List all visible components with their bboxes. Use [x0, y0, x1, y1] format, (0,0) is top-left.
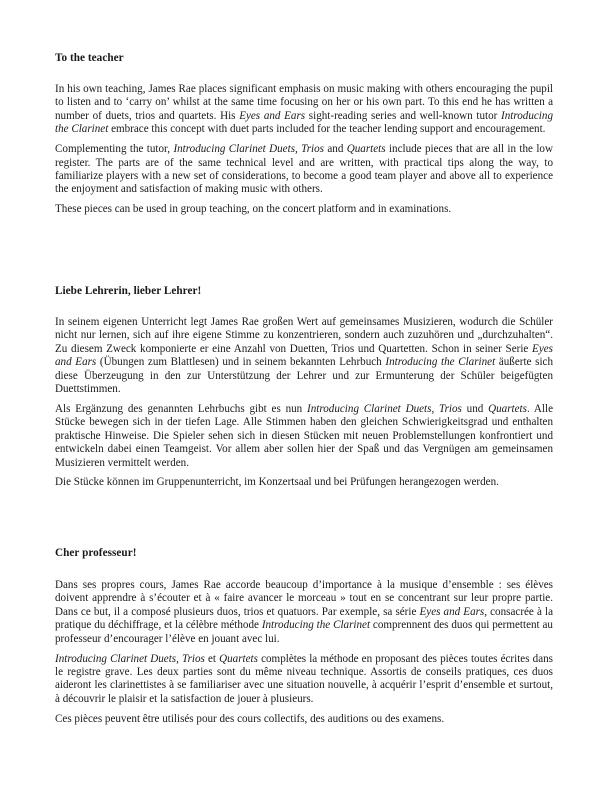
italic-title-text: Introducing Clarinet Duets, Trios — [173, 143, 324, 156]
body-text: Die Stücke können im Gruppenunterricht, im Konzertsaal und bei Prüfungen herangezogen werden. — [55, 476, 499, 489]
body-text: sight-reading series and well-known tutor — [305, 109, 502, 122]
body-text: and — [323, 143, 347, 156]
body-text: Dans ses propres cours, James Rae accorde beaucoup d’importance à la musique d’ensemble : ses élèves doivent apprendre à s’écouter et à « faire avancer le morceau » tout en se concentrant sur leur propre partie. Dans ce but, il a composé plusieurs duos, trios et quatuors. Par exemple, sa série — [55, 579, 553, 618]
paragraph — [55, 579, 553, 646]
italic-title-text: Quartets — [346, 143, 386, 156]
italic-title-text: Eyes and Ears — [239, 109, 306, 122]
paragraph — [55, 403, 553, 470]
body-text: (Übungen zum Blattlesen) und in seinem bekannten Lehrbuch — [96, 356, 386, 369]
italic-title-text: Introducing the Clarinet — [385, 356, 496, 369]
italic-title-text: Introducing the Clarinet — [261, 619, 371, 632]
body-text: Als Ergänzung des genannten Lehrbuchs gibt es nun — [55, 402, 308, 415]
paragraph — [55, 316, 553, 396]
body-text: consacrée à la pratique du déchiffrage, et la célèbre méthode — [55, 605, 553, 632]
italic-title-text: Quartets — [488, 402, 527, 415]
italic-title-text: Introducing the Clarinet — [55, 109, 553, 136]
paragraph — [55, 143, 553, 197]
section-heading: Cher professeur! — [55, 547, 137, 559]
section-heading: To the teacher — [55, 52, 124, 64]
section-german — [55, 284, 553, 496]
italic-title-text: Eyes and Ears — [55, 342, 553, 369]
paragraph — [55, 713, 553, 726]
italic-title-text: Eyes and Ears, — [419, 605, 488, 618]
paragraph — [55, 476, 553, 489]
italic-title-text: Introducing Clarinet Duets, Trios — [307, 402, 462, 415]
body-text: complètes la méthode en proposant des pièces toutes écrites dans le registre grave. Les deux parties sont du même niveau technique. Assortis de conseils pratiques, ces duos aideront les clarinettistes à se familiariser avec une situation nouvelle, à acquérir l’esprit d’ensemble et surtout, à découvrir le plaisir et la satisfaction de jouer à plusieurs. — [55, 652, 553, 705]
body-text: In seinem eigenen Unterricht legt James Rae großen Wert auf gemeinsames Musizieren, wodurch die Schüler nicht nur lernen, sich auf ihre eigene Stimme zu konzentrieren, sondern auch zuzuhören und „durchzuhalten“. Zu diesem Zweck komponierte er eine Anzahl von Duetten, Trios und Quartetten. Schon in seiner Serie — [55, 316, 553, 355]
section-heading: Liebe Lehrerin, lieber Lehrer! — [55, 285, 202, 297]
italic-title-text: Quartets — [219, 652, 258, 665]
body-text: comprennent des duos qui permettent au professeur d’encourager l’élève en jouant avec lui. — [55, 619, 553, 645]
body-text: et — [204, 652, 220, 665]
body-text: include pieces that are all in the low register. The parts are of the same technical level and are written, with practical tips along the way, to familiarize players with a new set of considerations, to become a good team player and above all to experience the enjoyment and satisfaction of making music with others. — [55, 143, 553, 196]
body-text: Complementing the tutor, — [55, 143, 174, 156]
paragraph — [55, 653, 553, 707]
body-text: äußerte sich diese Überzeugung in den zur Unterstützung der Lehrer und zur Ermunterung der Schüler beigefügten Duettstimmen. — [55, 356, 553, 396]
body-text: . Alle Stücke bewegen sich in der tiefen Lage. Alle Stimmen haben den gleichen Schwierigkeitsgrad und enthalten praktische Hinweise. Die Spieler sehen sich in diesen Stücken mit neuen Problemstellungen konfrontiert und entwickeln dabei einen Teamgeist. Vor allem aber sollen hier der Spaß und das Vergnügen am gemeinsamen Musizieren vermittelt werden. — [55, 402, 553, 469]
body-text: Ces pièces peuvent être utilisés pour des cours collectifs, des auditions ou des examens. — [55, 712, 445, 725]
body-text: und — [461, 402, 489, 415]
section-body — [55, 316, 553, 490]
italic-title-text: Introducing Clarinet Duets, Trios — [55, 652, 205, 665]
section-english — [55, 51, 553, 223]
body-text: These pieces can be used in group teaching, on the concert platform and in examinations. — [55, 203, 452, 216]
paragraph — [55, 203, 553, 216]
paragraph — [55, 83, 553, 137]
body-text: embrace this concept with duet parts included for the teacher lending support and encouragement. — [108, 123, 546, 136]
section-body — [55, 83, 553, 217]
section-french — [55, 546, 553, 733]
body-text: In his own teaching, James Rae places significant emphasis on music making with others encouraging the pupil to listen and to ‘carry on’ whilst at the same time focusing on her or his own part. To this end he has written a number of duets, trios and quartets. His — [55, 83, 553, 122]
section-body — [55, 579, 553, 726]
